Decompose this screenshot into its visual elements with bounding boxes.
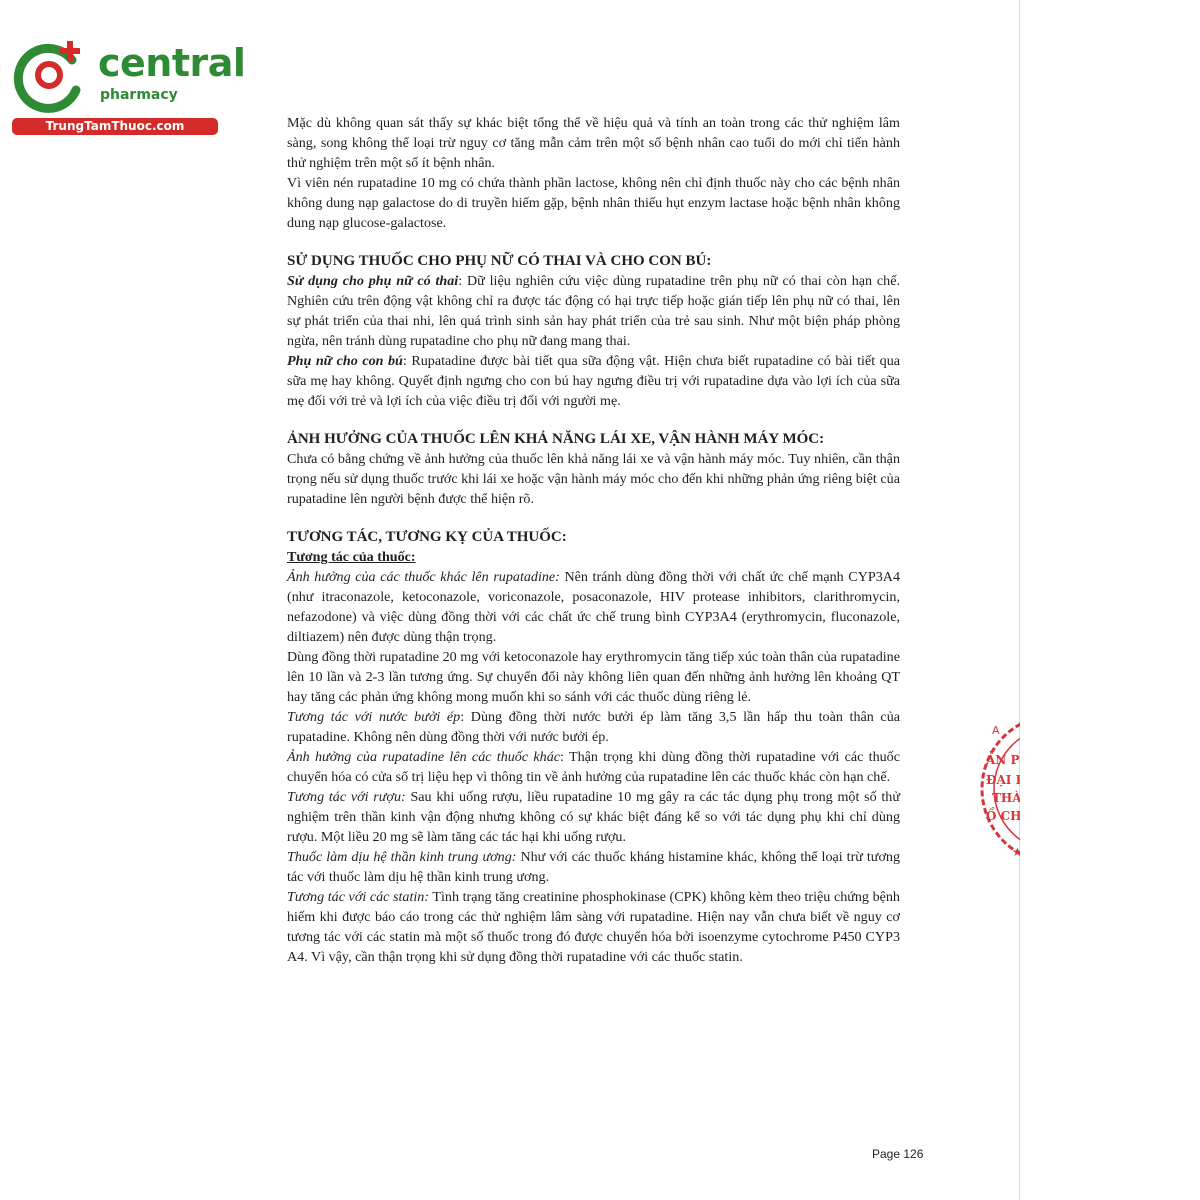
label-alcohol: Tương tác với rượu: xyxy=(287,789,406,805)
paragraph-nursing xyxy=(287,351,900,411)
official-stamp xyxy=(978,712,1033,867)
stamp-line-3: THÀN xyxy=(992,791,1033,805)
svg-text:★: ★ xyxy=(1012,845,1023,859)
paragraph-driving: Chưa có bằng chứng về ảnh hưởng của thuốc lên khả năng lái xe và vận hành máy móc. Tuy nhiên, cần thận trọng nếu sử dụng thuốc trước khi lái xe hoặc vận hành máy móc cho đến khi những phản ứng riêng biệt của rupatadine lên người bệnh được thể hiện rõ. xyxy=(287,451,900,507)
heading-driving: ẢNH HƯỞNG CỦA THUỐC LÊN KHẢ NĂNG LÁI XE, VẬN HÀNH MÁY MÓC: xyxy=(287,431,825,447)
text-alcohol: Sau khi uống rượu, liều rupatadine 10 mg gây ra các tác dụng phụ trong một số thử nghiệm trên thần kinh vận động nhưng không có sự khác biệt đáng kể so với tác dụng phụ khi chỉ dùng rượu. Một liều 20 mg sẽ làm tăng các tác hại khi uống rượu. xyxy=(287,789,900,845)
paragraph-pregnant xyxy=(287,271,900,351)
paragraph-cns xyxy=(287,847,900,887)
paragraph-grapefruit xyxy=(287,707,900,747)
page-edge-divider xyxy=(1019,0,1020,1200)
stamp-line-4: Ồ CHÍ xyxy=(986,809,1028,823)
text-statin: Tình trạng tăng creatinine phosphokinase (CPK) không kèm theo triệu chứng bệnh hiếm khi được báo cáo trong các thử nghiệm lâm sàng với rupatadine. Hiện nay vẫn chưa biết về nguy cơ tương tác với các statin mà một số thuốc trong đó được chuyển hóa bởi isoenzyme cytochrome P450 CYP3 A4. Vì vậy, cần thận trọng khi sử dụng đồng thời rupatadine với các thuốc statin. xyxy=(287,889,900,965)
heading-interactions: TƯƠNG TÁC, TƯƠNG KỴ CỦA THUỐC: xyxy=(287,529,567,545)
central-pharmacy-logo[interactable] xyxy=(10,38,246,136)
svg-text:A: A xyxy=(992,724,1000,737)
label-grapefruit: Tương tác với nước bưởi ép xyxy=(287,709,461,725)
text-pregnant: : Dữ liệu nghiên cứu việc dùng rupatadine trên phụ nữ có thai còn hạn chế. Nghiên cứu trên động vật không chỉ ra được tác động có hại trực tiếp hoặc gián tiếp lên phụ nữ có thai, lên sự phát triển của thai nhi, lên quá trình sinh sản hay phát triển của trẻ sau sinh. Như một biện pháp phòng ngừa, nên tránh dùng rupatadine cho phụ nữ đang mang thai. xyxy=(287,273,900,349)
document-body xyxy=(287,113,900,967)
page-number: Page 126 xyxy=(872,1147,924,1161)
text-grapefruit: : Dùng đồng thời nước bưởi ép làm tăng 3,5 lần hấp thu toàn thân của rupatadine. Không nên dùng đồng thời với nước bưởi ép. xyxy=(287,709,900,745)
logo-subtitle: pharmacy xyxy=(100,87,178,103)
heading-pregnancy: SỬ DỤNG THUỐC CHO PHỤ NỮ CÓ THAI VÀ CHO CON BÚ: xyxy=(287,253,712,269)
label-nursing: Phụ nữ cho con bú xyxy=(287,353,403,369)
stamp-line-1: ẢN P xyxy=(986,753,1020,767)
logo-mark-icon xyxy=(10,38,96,118)
paragraph-ketoconazole: Dùng đồng thời rupatadine 20 mg với ketoconazole hay erythromycin tăng tiếp xúc toàn thân của rupatadine lên 10 lần và 2-3 lần tương ứng. Sự chuyển đổi này không liên quan đến những ảnh hưởng lên khoảng QT hay tăng các phản ứng không mong muốn khi so sánh với các thuốc dùng riêng lẻ. xyxy=(287,649,900,705)
stamp-line-2: ĐẠI D xyxy=(986,773,1026,787)
stamp-seal-icon xyxy=(978,712,1033,867)
paragraph-statin xyxy=(287,887,900,967)
label-pregnant: Sử dụng cho phụ nữ có thai xyxy=(287,273,459,289)
label-statin: Tương tác với các statin: xyxy=(287,889,430,905)
paragraph-elderly: Mặc dù không quan sát thấy sự khác biệt tổng thể về hiệu quả và tính an toàn trong các thử nghiệm lâm sàng, song không thể loại trừ nguy cơ tăng mẫn cảm trên một số bệnh nhân cao tuổi do mới chỉ tiến hành thử nghiệm trên một số ít bệnh nhân. xyxy=(287,115,900,171)
text-effect-on-others: : Thận trọng khi dùng đồng thời rupatadine với các thuốc chuyển hóa có cửa sổ trị liệu hẹp vì thông tin về ảnh hưởng của rupatadine lên các thuốc khác còn hạn chế. xyxy=(287,749,900,785)
text-cns: Như với các thuốc kháng histamine khác, không thể loại trừ tương tác với thuốc làm dịu hệ thần kinh trung ương. xyxy=(287,849,900,885)
text-other-drugs: Nên tránh dùng đồng thời với chất ức chế mạnh CYP3A4 (như itraconazole, ketoconazole, voriconazole, posaconazole, HIV protease inhibitors, clarithromycin, nefazodone) và việc dùng đồng thời với các chất ức chế trung bình CYP3A4 (erythromycin, fluconazole, diltiazem) nên được dùng thận trọng. xyxy=(287,569,900,645)
subheading-drug-interactions: Tương tác của thuốc: xyxy=(287,549,416,565)
paragraph-lactose: Vì viên nén rupatadine 10 mg có chứa thành phần lactose, không nên chỉ định thuốc này cho các bệnh nhân không dung nạp galactose do di truyền hiếm gặp, bệnh nhân thiếu hụt enzym lactase hoặc bệnh nhân không dung nạp glucose-galactose. xyxy=(287,175,900,231)
logo-brand-text: central xyxy=(98,41,246,85)
logo-website-badge: TrungTamThuoc.com xyxy=(12,118,218,135)
paragraph-alcohol xyxy=(287,787,900,847)
label-cns: Thuốc làm dịu hệ thần kinh trung ương: xyxy=(287,849,517,865)
label-other-drugs: Ảnh hưởng của các thuốc khác lên rupatadine: xyxy=(287,569,560,585)
paragraph-other-drugs xyxy=(287,567,900,647)
label-effect-on-others: Ảnh hưởng của rupatadine lên các thuốc khác xyxy=(287,749,560,765)
paragraph-effect-on-others xyxy=(287,747,900,787)
text-nursing: : Rupatadine được bài tiết qua sữa động vật. Hiện chưa biết rupatadine có bài tiết qua sữa mẹ hay không. Quyết định ngưng cho con bú hay ngưng điều trị với rupatadine dựa vào lợi ích của sữa mẹ đối với trẻ và lợi ích của việc điều trị đối với người mẹ. xyxy=(287,353,901,409)
